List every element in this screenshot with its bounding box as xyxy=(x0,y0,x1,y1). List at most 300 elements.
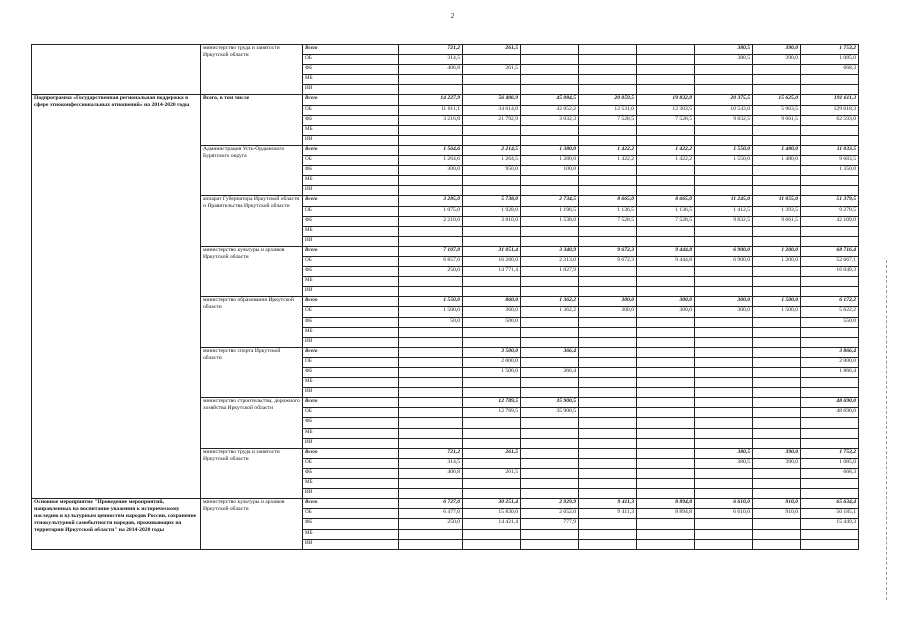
amount-cell: 5 738,0 xyxy=(463,196,521,206)
amount-cell: 15 830,0 xyxy=(463,509,521,519)
amount-cell xyxy=(753,337,801,347)
amount-cell: 777,9 xyxy=(521,519,579,529)
amount-cell xyxy=(463,75,521,85)
funding-source-cell: Всего xyxy=(303,45,399,55)
amount-cell: 1 866,4 xyxy=(801,368,859,378)
funding-source-cell: МБ xyxy=(303,428,399,438)
amount-cell xyxy=(637,438,695,448)
amount-cell xyxy=(637,408,695,418)
amount-cell: 1 412,5 xyxy=(695,206,753,216)
amount-cell: 250,0 xyxy=(399,267,463,277)
amount-cell: 2 313,0 xyxy=(521,256,579,266)
amount-cell: 380,5 xyxy=(695,448,753,458)
amount-cell xyxy=(399,388,463,398)
amount-cell xyxy=(695,428,753,438)
amount-cell xyxy=(637,398,695,408)
amount-cell xyxy=(579,226,637,236)
amount-cell xyxy=(579,317,637,327)
executor-cell: Всего, в том числе xyxy=(201,95,303,145)
funding-source-cell: ФБ xyxy=(303,519,399,529)
amount-cell xyxy=(695,287,753,297)
amount-cell xyxy=(521,327,579,337)
amount-cell xyxy=(579,287,637,297)
amount-cell xyxy=(463,85,521,95)
amount-cell xyxy=(637,388,695,398)
amount-cell: 1 136,5 xyxy=(579,206,637,216)
amount-cell: 910,0 xyxy=(753,509,801,519)
amount-cell xyxy=(637,448,695,458)
amount-cell: 2 734,5 xyxy=(521,196,579,206)
amount-cell xyxy=(753,166,801,176)
amount-cell: 2 000,0 xyxy=(801,357,859,367)
funding-source-cell: ОБ xyxy=(303,357,399,367)
amount-cell: 2 210,0 xyxy=(399,216,463,226)
amount-cell: 1 362,2 xyxy=(521,307,579,317)
amount-cell: 500,0 xyxy=(463,317,521,327)
funding-source-cell: ОБ xyxy=(303,206,399,216)
funding-source-cell: ФБ xyxy=(303,468,399,478)
amount-cell xyxy=(399,529,463,539)
funding-source-cell: Всего xyxy=(303,448,399,458)
amount-cell: 35 900,5 xyxy=(521,408,579,418)
funding-source-cell: Всего xyxy=(303,347,399,357)
amount-cell: 16 049,3 xyxy=(801,267,859,277)
amount-cell xyxy=(399,357,463,367)
amount-cell xyxy=(637,45,695,55)
amount-cell xyxy=(463,438,521,448)
amount-cell xyxy=(695,468,753,478)
amount-cell xyxy=(521,287,579,297)
amount-cell xyxy=(753,176,801,186)
amount-cell xyxy=(637,458,695,468)
amount-cell xyxy=(399,418,463,428)
amount-cell: 7 528,5 xyxy=(637,115,695,125)
amount-cell xyxy=(463,479,521,489)
amount-cell xyxy=(463,418,521,428)
funding-source-cell: ФБ xyxy=(303,368,399,378)
amount-cell xyxy=(695,85,753,95)
amount-cell xyxy=(579,448,637,458)
amount-cell: 8 665,0 xyxy=(637,196,695,206)
amount-cell xyxy=(579,408,637,418)
amount-cell: 1 393,5 xyxy=(753,206,801,216)
amount-cell xyxy=(753,327,801,337)
amount-cell: 6 172,2 xyxy=(801,297,859,307)
amount-cell xyxy=(521,479,579,489)
amount-cell xyxy=(521,226,579,236)
amount-cell: 406,8 xyxy=(399,65,463,75)
amount-cell xyxy=(579,479,637,489)
amount-cell xyxy=(463,287,521,297)
amount-cell xyxy=(399,438,463,448)
amount-cell: 6 857,0 xyxy=(399,256,463,266)
amount-cell: 6 477,0 xyxy=(399,509,463,519)
amount-cell xyxy=(801,327,859,337)
funding-source-cell: ОБ xyxy=(303,307,399,317)
amount-cell xyxy=(637,176,695,186)
funding-source-cell: ФБ xyxy=(303,65,399,75)
amount-cell: 2 929,9 xyxy=(521,499,579,509)
amount-cell: 9 832,5 xyxy=(695,115,753,125)
program-name-cell: Подпрограмма «Государственная региональная поддержка в сфере этноконфессиональных отношений» на 2014-2020 годы xyxy=(32,95,201,499)
amount-cell xyxy=(753,378,801,388)
amount-cell: 50 185,1 xyxy=(801,509,859,519)
amount-cell xyxy=(521,65,579,75)
funding-source-cell: ФБ xyxy=(303,216,399,226)
funding-source-cell: ОБ xyxy=(303,55,399,65)
amount-cell xyxy=(637,287,695,297)
amount-cell xyxy=(753,357,801,367)
amount-cell xyxy=(695,489,753,499)
amount-cell: 52 667,1 xyxy=(801,256,859,266)
amount-cell xyxy=(579,65,637,75)
funding-source-cell: ФБ xyxy=(303,115,399,125)
amount-cell: 3 810,0 xyxy=(463,216,521,226)
amount-cell: 1 500,0 xyxy=(753,307,801,317)
amount-cell: 3 216,8 xyxy=(399,115,463,125)
amount-cell xyxy=(695,539,753,549)
amount-cell xyxy=(801,479,859,489)
funding-source-cell: ОБ xyxy=(303,105,399,115)
amount-cell: 1 196,5 xyxy=(521,206,579,216)
amount-cell xyxy=(801,236,859,246)
executor-cell: министерство труда и занятости Иркутской области xyxy=(201,448,303,498)
amount-cell: 1 422,2 xyxy=(637,145,695,155)
executor-cell: министерство образования Иркутской области xyxy=(201,297,303,347)
amount-cell: 950,0 xyxy=(463,166,521,176)
amount-cell xyxy=(637,519,695,529)
funding-source-cell: ОБ xyxy=(303,509,399,519)
amount-cell xyxy=(753,267,801,277)
amount-cell: 15 449,3 xyxy=(801,519,859,529)
amount-cell: 860,0 xyxy=(463,297,521,307)
amount-cell: 300,0 xyxy=(579,297,637,307)
amount-cell: 300,0 xyxy=(579,307,637,317)
amount-cell xyxy=(637,378,695,388)
amount-cell: 14 771,4 xyxy=(463,267,521,277)
amount-cell xyxy=(399,337,463,347)
funding-source-cell: ФБ xyxy=(303,317,399,327)
amount-cell xyxy=(579,125,637,135)
amount-cell xyxy=(399,428,463,438)
amount-cell: 406,8 xyxy=(399,468,463,478)
amount-cell xyxy=(579,176,637,186)
amount-cell xyxy=(399,327,463,337)
amount-cell: 261,5 xyxy=(463,45,521,55)
amount-cell xyxy=(579,166,637,176)
amount-cell xyxy=(463,55,521,65)
amount-cell xyxy=(637,479,695,489)
amount-cell xyxy=(637,267,695,277)
amount-cell: 19 832,0 xyxy=(637,95,695,105)
amount-cell xyxy=(399,287,463,297)
amount-cell xyxy=(753,368,801,378)
amount-cell: 14 421,4 xyxy=(463,519,521,529)
amount-cell xyxy=(579,458,637,468)
amount-cell: 300,0 xyxy=(695,307,753,317)
amount-cell xyxy=(637,468,695,478)
amount-cell xyxy=(753,287,801,297)
executor-cell: министерство культуры и архивов Иркутской области xyxy=(201,499,303,549)
amount-cell xyxy=(753,65,801,75)
amount-cell: 2 214,5 xyxy=(463,145,521,155)
amount-cell xyxy=(801,428,859,438)
amount-cell: 668,3 xyxy=(801,468,859,478)
amount-cell xyxy=(521,45,579,55)
funding-source-cell: ФБ xyxy=(303,166,399,176)
amount-cell xyxy=(637,236,695,246)
amount-cell xyxy=(753,226,801,236)
amount-cell xyxy=(399,378,463,388)
amount-cell xyxy=(801,378,859,388)
amount-cell xyxy=(801,287,859,297)
amount-cell: 366,4 xyxy=(521,347,579,357)
funding-source-cell: ОБ xyxy=(303,256,399,266)
amount-cell: 9 270,5 xyxy=(801,206,859,216)
amount-cell: 9 444,8 xyxy=(637,246,695,256)
amount-cell: 2 052,0 xyxy=(521,509,579,519)
amount-cell: 1 264,5 xyxy=(463,156,521,166)
amount-cell: 1 500,0 xyxy=(753,297,801,307)
executor-cell: аппарат Губернатора Иркутской области и Правительства Иркутской области xyxy=(201,196,303,246)
amount-cell xyxy=(695,277,753,287)
amount-cell xyxy=(579,135,637,145)
amount-cell: 380,5 xyxy=(695,55,753,65)
amount-cell xyxy=(399,539,463,549)
table-row xyxy=(32,95,859,105)
amount-cell: 1 422,2 xyxy=(579,145,637,155)
amount-cell: 21 792,9 xyxy=(463,115,521,125)
amount-cell xyxy=(637,368,695,378)
amount-cell xyxy=(801,388,859,398)
amount-cell: 12 789,5 xyxy=(463,408,521,418)
amount-cell xyxy=(753,398,801,408)
amount-cell xyxy=(695,519,753,529)
amount-cell: 11 245,0 xyxy=(695,196,753,206)
amount-cell: 9 661,5 xyxy=(753,216,801,226)
amount-cell: 1 422,2 xyxy=(637,156,695,166)
amount-cell xyxy=(695,479,753,489)
amount-cell xyxy=(521,75,579,85)
funding-source-cell: Всего xyxy=(303,95,399,105)
amount-cell xyxy=(579,75,637,85)
amount-cell xyxy=(753,539,801,549)
amount-cell xyxy=(637,489,695,499)
amount-cell: 390,0 xyxy=(753,55,801,65)
amount-cell: 390,0 xyxy=(753,45,801,55)
amount-cell xyxy=(521,125,579,135)
program-name-cell xyxy=(32,45,201,95)
amount-cell: 9 672,3 xyxy=(579,246,637,256)
amount-cell: 68 716,4 xyxy=(801,246,859,256)
amount-cell: 5 963,5 xyxy=(753,105,801,115)
amount-cell xyxy=(399,479,463,489)
amount-cell: 390,0 xyxy=(753,448,801,458)
executor-cell: министерство спорта Иркутской области xyxy=(201,347,303,397)
amount-cell xyxy=(521,458,579,468)
amount-cell: 1 500,0 xyxy=(463,368,521,378)
amount-cell: 129 018,3 xyxy=(801,105,859,115)
amount-cell: 1 280,0 xyxy=(521,156,579,166)
funding-source-cell: МБ xyxy=(303,125,399,135)
amount-cell xyxy=(637,226,695,236)
amount-cell: 1 550,0 xyxy=(695,156,753,166)
amount-cell: 3 032,3 xyxy=(521,115,579,125)
funding-source-cell: ФБ xyxy=(303,267,399,277)
funding-source-cell: Всего xyxy=(303,398,399,408)
amount-cell xyxy=(579,236,637,246)
amount-cell: 1 380,0 xyxy=(521,145,579,155)
amount-cell xyxy=(695,408,753,418)
amount-cell: 48 690,0 xyxy=(801,408,859,418)
executor-cell: министерство строительства, дорожного хозяйства Иркутской области xyxy=(201,398,303,448)
amount-cell xyxy=(579,539,637,549)
amount-cell xyxy=(753,236,801,246)
budget-table xyxy=(31,44,859,550)
amount-cell xyxy=(801,438,859,448)
funding-source-cell: ИИ xyxy=(303,337,399,347)
amount-cell xyxy=(579,378,637,388)
amount-cell xyxy=(521,357,579,367)
amount-cell: 6 610,0 xyxy=(695,509,753,519)
amount-cell: 8 665,0 xyxy=(579,196,637,206)
amount-cell: 11 011,1 xyxy=(399,105,463,115)
amount-cell xyxy=(637,539,695,549)
amount-cell xyxy=(801,337,859,347)
amount-cell xyxy=(637,337,695,347)
amount-cell xyxy=(579,45,637,55)
amount-cell xyxy=(579,489,637,499)
amount-cell xyxy=(637,186,695,196)
funding-source-cell: МБ xyxy=(303,75,399,85)
program-name-cell: Основное мероприятие "Проведение мероприятий, направленных на воспитание уважения к историческому наследию и культурным ценностям народов России, сохранение этнокультурной самобытности народов, проживающих на территории Иркутской области" на 2014-2020 годы xyxy=(32,499,201,549)
amount-cell: 20 059,5 xyxy=(579,95,637,105)
amount-cell: 1 564,6 xyxy=(399,145,463,155)
funding-source-cell: ИИ xyxy=(303,438,399,448)
amount-cell xyxy=(695,75,753,85)
amount-cell xyxy=(753,468,801,478)
amount-cell xyxy=(521,337,579,347)
funding-source-cell: Всего xyxy=(303,499,399,509)
amount-cell xyxy=(399,226,463,236)
amount-cell: 250,0 xyxy=(399,519,463,529)
amount-cell xyxy=(399,408,463,418)
executor-cell: министерство труда и занятости Иркутской области xyxy=(201,45,303,95)
amount-cell: 1 136,5 xyxy=(637,206,695,216)
amount-cell: 380,5 xyxy=(695,458,753,468)
amount-cell xyxy=(579,438,637,448)
amount-cell xyxy=(637,317,695,327)
amount-cell xyxy=(521,489,579,499)
amount-cell: 9 832,5 xyxy=(695,216,753,226)
amount-cell: 42 052,2 xyxy=(521,105,579,115)
amount-cell xyxy=(521,468,579,478)
funding-source-cell: ФБ xyxy=(303,418,399,428)
amount-cell: 6 900,0 xyxy=(695,256,753,266)
funding-source-cell: МБ xyxy=(303,529,399,539)
amount-cell: 14 227,9 xyxy=(399,95,463,105)
amount-cell xyxy=(579,85,637,95)
funding-source-cell: Всего xyxy=(303,246,399,256)
amount-cell xyxy=(579,398,637,408)
amount-cell xyxy=(695,388,753,398)
amount-cell xyxy=(801,125,859,135)
amount-cell xyxy=(521,236,579,246)
amount-cell: 1 550,0 xyxy=(695,145,753,155)
amount-cell xyxy=(399,176,463,186)
amount-cell xyxy=(521,448,579,458)
amount-cell: 1 422,2 xyxy=(579,156,637,166)
amount-cell xyxy=(753,125,801,135)
amount-cell xyxy=(637,428,695,438)
amount-cell: 11 033,5 xyxy=(801,145,859,155)
amount-cell: 1 480,0 xyxy=(753,145,801,155)
amount-cell xyxy=(579,388,637,398)
amount-cell xyxy=(753,186,801,196)
amount-cell: 3 340,9 xyxy=(521,246,579,256)
amount-cell: 9 411,3 xyxy=(579,499,637,509)
amount-cell xyxy=(399,135,463,145)
amount-cell xyxy=(695,337,753,347)
amount-cell: 360,0 xyxy=(463,307,521,317)
funding-source-cell: МБ xyxy=(303,479,399,489)
amount-cell: 9 661,5 xyxy=(753,115,801,125)
amount-cell xyxy=(579,55,637,65)
amount-cell xyxy=(579,529,637,539)
amount-cell: 6 727,0 xyxy=(399,499,463,509)
amount-cell: 380,5 xyxy=(695,45,753,55)
amount-cell xyxy=(753,317,801,327)
amount-cell: 191 611,3 xyxy=(801,95,859,105)
amount-cell xyxy=(695,327,753,337)
amount-cell: 6 610,0 xyxy=(695,499,753,509)
amount-cell: 1 027,9 xyxy=(521,267,579,277)
amount-cell xyxy=(637,327,695,337)
amount-cell xyxy=(695,176,753,186)
amount-cell xyxy=(521,428,579,438)
amount-cell xyxy=(463,378,521,388)
amount-cell xyxy=(463,176,521,186)
amount-cell xyxy=(753,408,801,418)
amount-cell xyxy=(579,428,637,438)
funding-source-cell: МБ xyxy=(303,327,399,337)
amount-cell xyxy=(463,539,521,549)
amount-cell xyxy=(695,135,753,145)
amount-cell xyxy=(521,529,579,539)
amount-cell xyxy=(695,125,753,135)
amount-cell xyxy=(521,438,579,448)
amount-cell: 261,5 xyxy=(463,468,521,478)
amount-cell: 668,3 xyxy=(801,65,859,75)
amount-cell: 7 528,5 xyxy=(637,216,695,226)
amount-cell xyxy=(753,479,801,489)
amount-cell xyxy=(753,85,801,95)
amount-cell: 3 866,4 xyxy=(801,347,859,357)
amount-cell xyxy=(637,529,695,539)
amount-cell xyxy=(695,65,753,75)
amount-cell: 7 528,5 xyxy=(579,216,637,226)
amount-cell xyxy=(637,75,695,85)
amount-cell: 1 753,2 xyxy=(801,45,859,55)
funding-source-cell: ИИ xyxy=(303,388,399,398)
amount-cell: 7 528,5 xyxy=(579,115,637,125)
amount-cell xyxy=(399,398,463,408)
amount-cell xyxy=(801,75,859,85)
funding-source-cell: Всего xyxy=(303,196,399,206)
amount-cell: 261,5 xyxy=(463,65,521,75)
amount-cell: 9 672,3 xyxy=(579,256,637,266)
amount-cell xyxy=(579,418,637,428)
